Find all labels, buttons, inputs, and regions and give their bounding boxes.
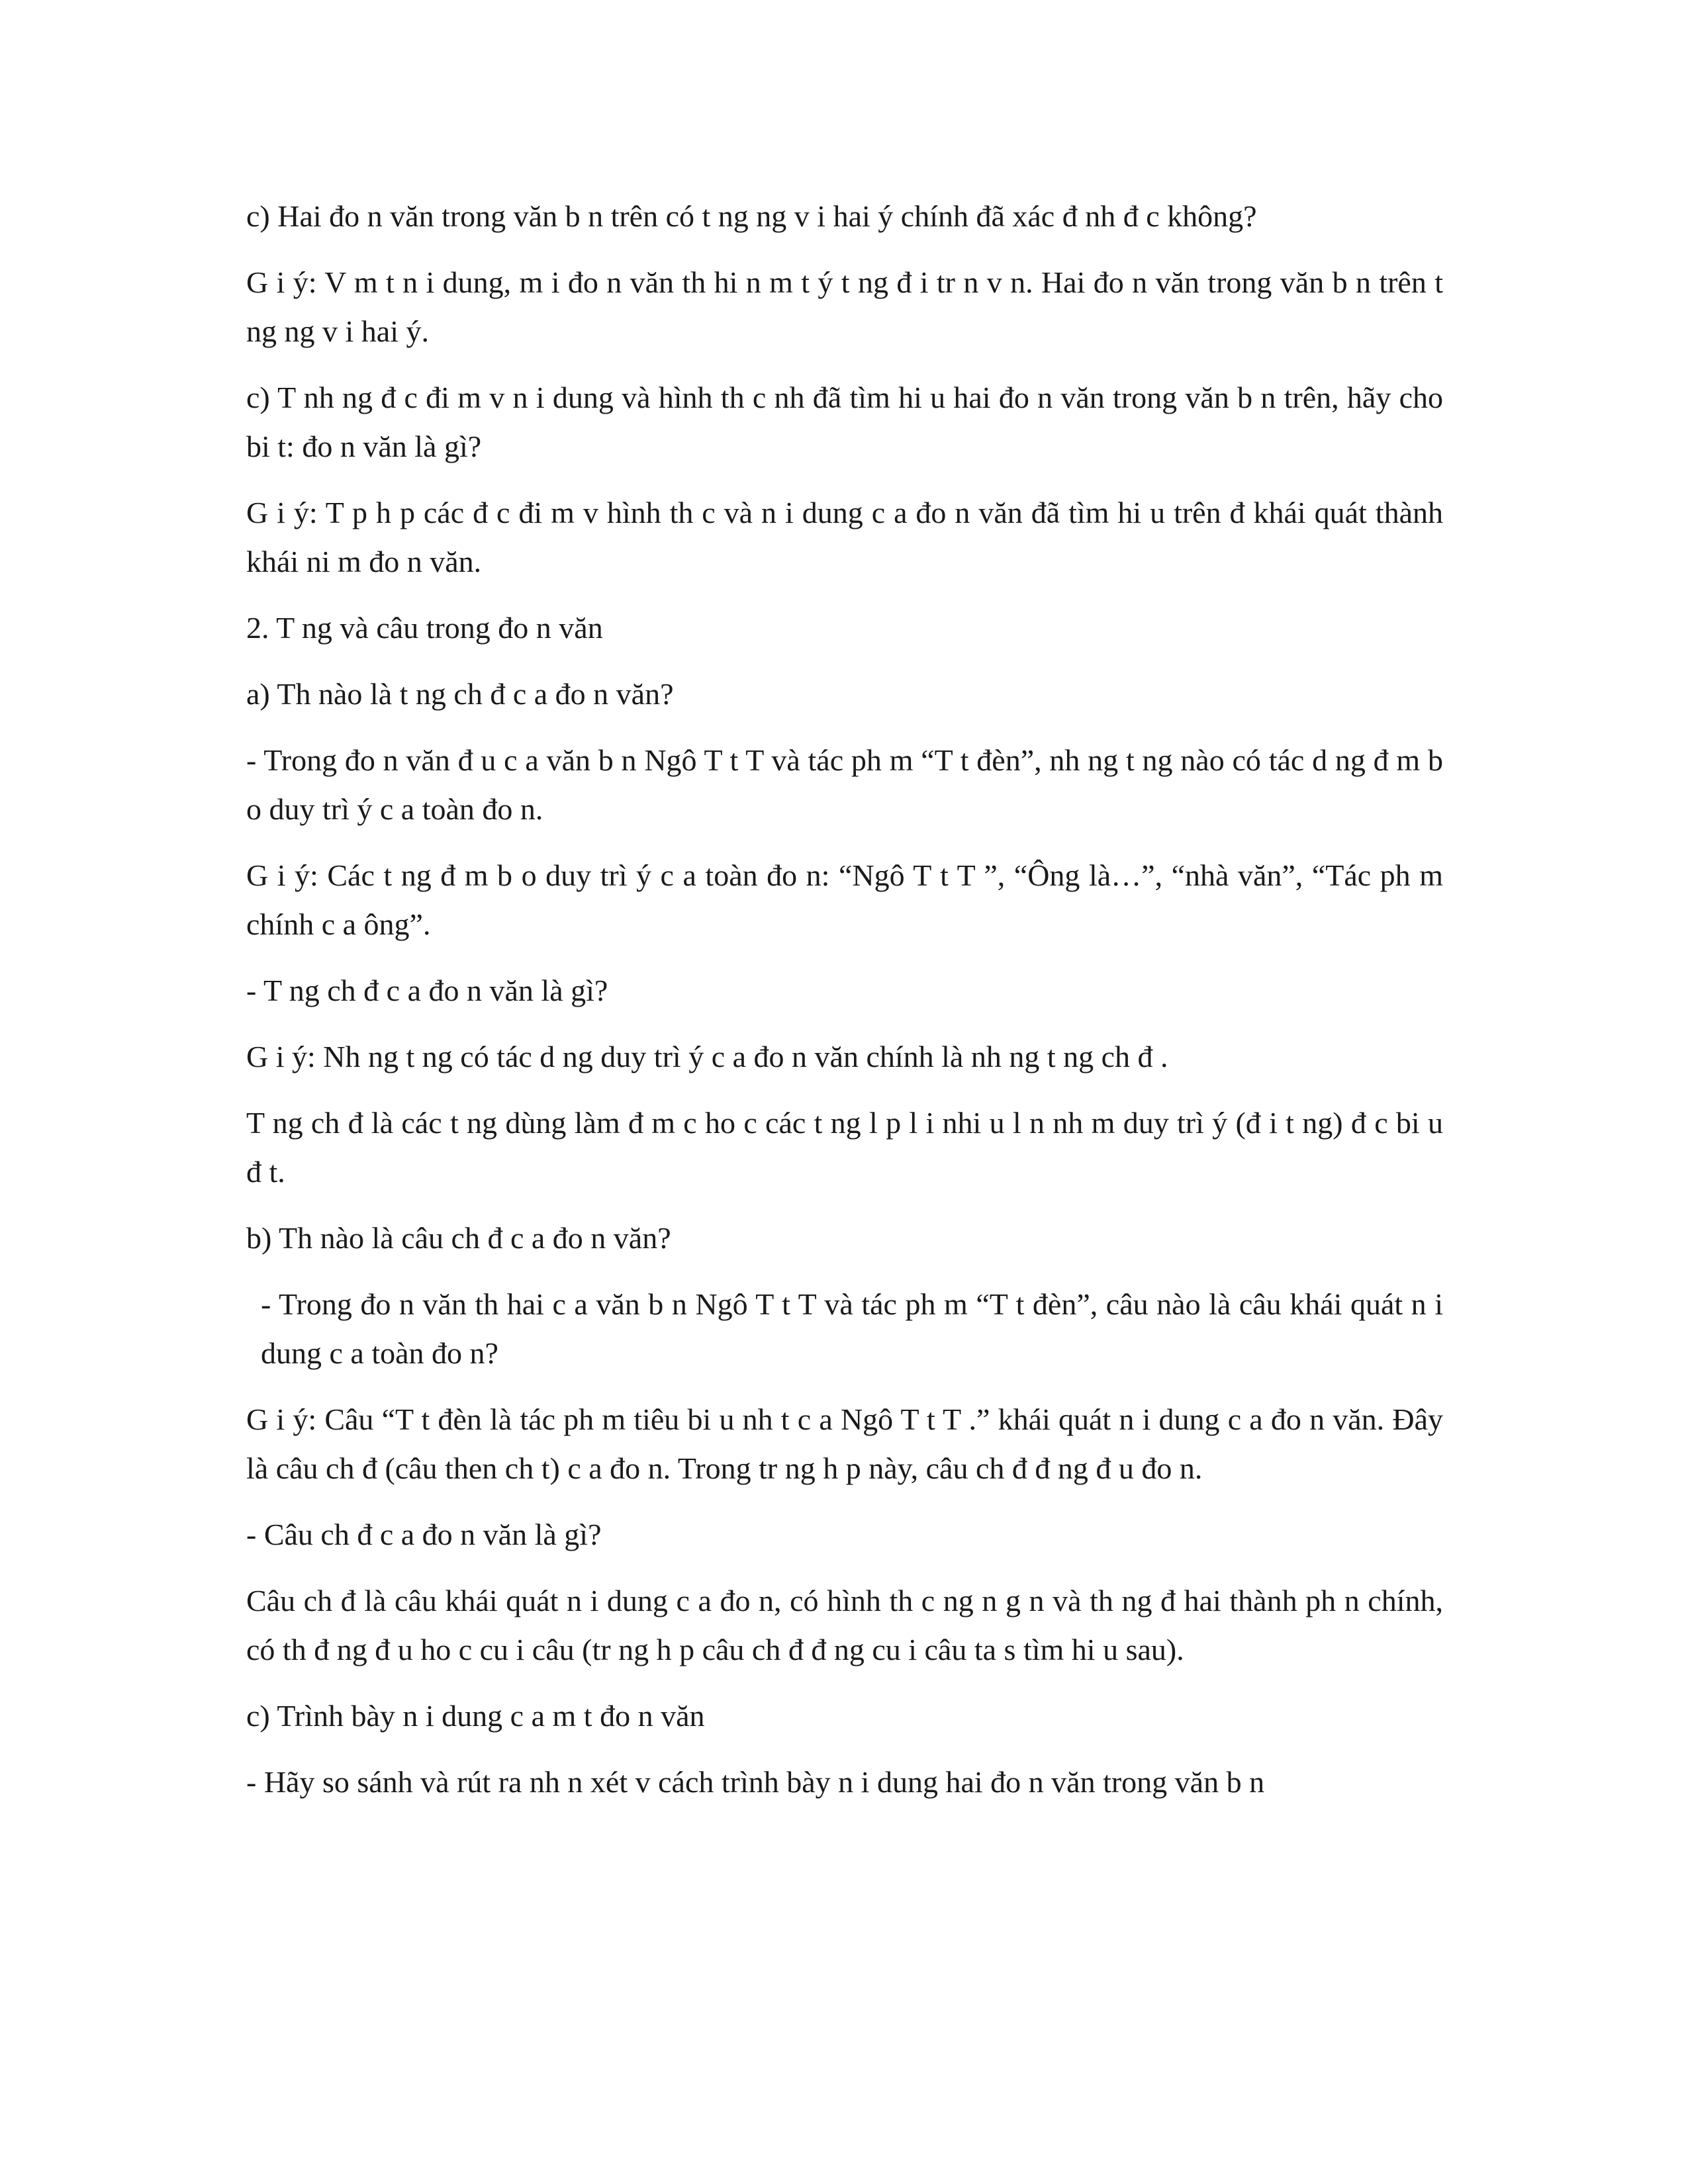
document-body (246, 192, 1451, 1824)
paragraph-question-c-2: c) T nh ng đ c đi m v n i dung và hình th c nh đã tìm hi u hai đo n văn trong văn b n trên, hãy cho bi t: đo n văn là gì? (246, 381, 1451, 463)
paragraph-question-b: b) Th nào là câu ch đ c a đo n văn? (246, 1221, 671, 1255)
paragraph-hint-5: G i ý: Câu “T t đèn là tác ph m tiêu bi u nh t c a Ngô T t T .” khái quát n i dung c a đo n văn. Đây là câu ch đ (câu then ch t) c a đo n. Trong tr ng h p này, câu ch đ đ ng đ u đo n. (246, 1402, 1451, 1485)
paragraph-bullet-2: - T ng ch đ c a đo n văn là gì? (246, 974, 608, 1007)
paragraph-question-c-1: c) Hai đo n văn trong văn b n trên có t ng ng v i hai ý chính đã xác đ nh đ c không? (246, 199, 1257, 233)
paragraph-definition-1: T ng ch đ là các t ng dùng làm đ m c ho c các t ng l p l i nhi u l n nh m duy trì ý (đ i t ng) đ c bi u đ t. (246, 1106, 1451, 1189)
paragraph-hint-4: G i ý: Nh ng t ng có tác d ng duy trì ý c a đo n văn chính là nh ng t ng ch đ . (246, 1040, 1168, 1073)
paragraph-bullet-5: - Hãy so sánh và rút ra nh n xét v cách trình bày n i dung hai đo n văn trong văn b n (246, 1765, 1265, 1799)
paragraph-bullet-1: - Trong đo n văn đ u c a văn b n Ngô T t T và tác ph m “T t đèn”, nh ng t ng nào có tác d ng đ m b o duy trì ý c a toàn đo n. (246, 743, 1451, 826)
paragraph-question-a: a) Th nào là t ng ch đ c a đo n văn? (246, 677, 674, 711)
paragraph-bullet-4: - Câu ch đ c a đo n văn là gì? (246, 1518, 602, 1551)
paragraph-definition-2: Câu ch đ là câu khái quát n i dung c a đo n, có hình th c ng n g n và th ng đ hai thành ph n chính, có th đ ng đ u ho c cu i câu (tr ng h p câu ch đ đ ng cu i câu ta s tìm hi u sau). (246, 1584, 1451, 1666)
paragraph-question-c-3: c) Trình bày n i dung c a m t đo n văn (246, 1699, 705, 1733)
paragraph-hint-3: G i ý: Các t ng đ m b o duy trì ý c a toàn đo n: “Ngô T t T ”, “Ông là…”, “nhà văn”, “Tác ph m chính c a ông”. (246, 858, 1451, 941)
paragraph-bullet-3: - Trong đo n văn th hai c a văn b n Ngô T t T và tác ph m “T t đèn”, câu nào là câu khái quát n i dung c a toàn đo n? (261, 1287, 1451, 1370)
paragraph-hint-1: G i ý: V m t n i dung, m i đo n văn th hi n m t ý t ng đ i tr n v n. Hai đo n văn trong văn b n trên t ng ng v i hai ý. (246, 265, 1451, 348)
section-heading-2: 2. T ng và câu trong đo n văn (246, 611, 603, 645)
paragraph-hint-2: G i ý: T p h p các đ c đi m v hình th c và n i dung c a đo n văn đã tìm hi u trên đ khái quát thành khái ni m đo n văn. (246, 496, 1451, 578)
